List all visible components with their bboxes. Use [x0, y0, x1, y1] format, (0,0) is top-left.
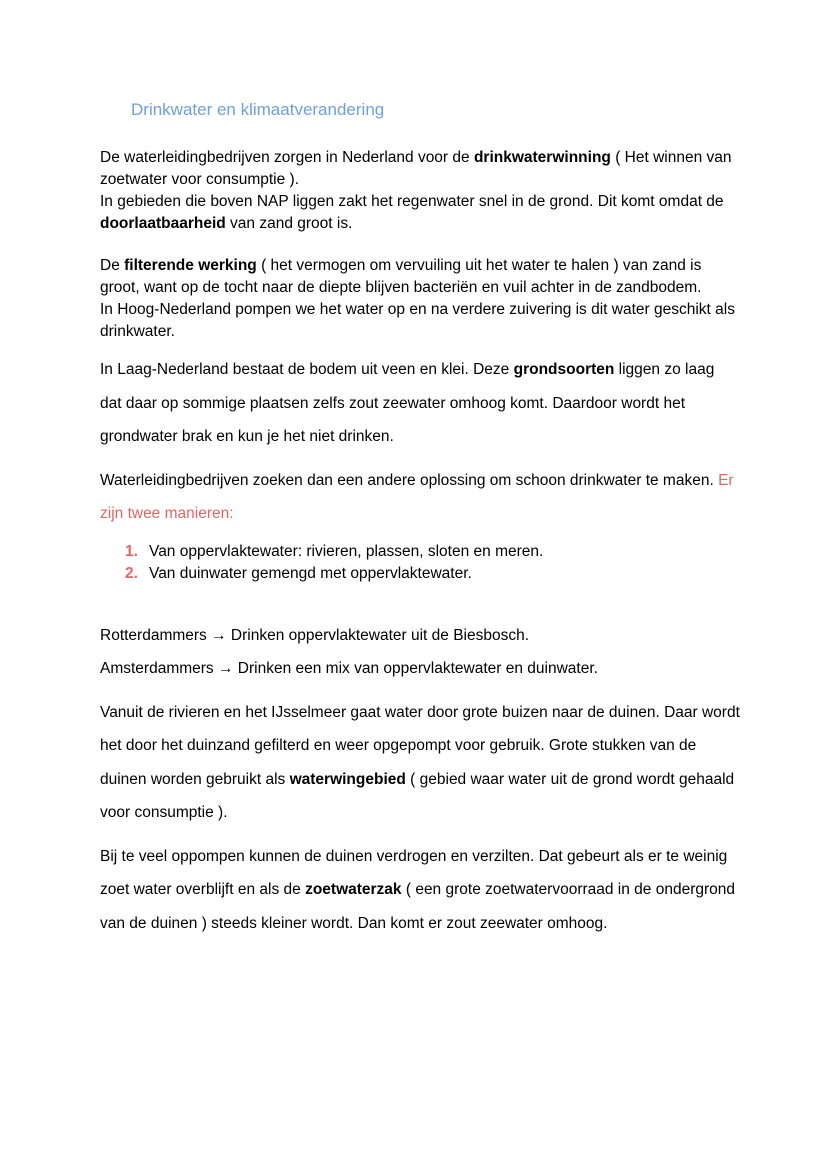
text-run: ( gebied waar water uit de grond wordt gehaald voor consumptie ).: [100, 770, 735, 821]
paragraph-drinkwaterwinning: [100, 147, 740, 191]
term-doorlaatbaarheid: doorlaatbaarheid: [100, 215, 226, 232]
list-item-text: Van duinwater gemengd met oppervlaktewater.: [149, 564, 472, 582]
term-drinkwaterwinning: drinkwaterwinning: [473, 149, 611, 166]
list-item-text: Van oppervlaktewater: rivieren, plassen, sloten en meren.: [149, 542, 544, 560]
list-item: [100, 563, 740, 585]
paragraph-filterende-werking: [100, 255, 740, 299]
text-run: Bij te veel oppompen kunnen de duinen verdrogen en verzilten. Dat gebeurt als er te weinig zoet water overblijft en als de: [100, 847, 728, 898]
text-run: ( het vermogen om vervuiling uit het water te halen ) van zand is groot, want op de tocht naar de diepte blijven bacteriën en vuil achter in de zandbodem.: [100, 257, 702, 296]
paragraph-hoog-nederland: In Hoog-Nederland pompen we het water op en na verdere zuivering is dit water geschikt als drinkwater.: [100, 301, 735, 340]
term-grondsoorten: grondsoorten: [513, 361, 615, 378]
text-run: liggen zo laag dat daar op sommige plaatsen zelfs zout zeewater omhoog komt. Daardoor wordt het grondwater brak en kun je het niet drinken.: [100, 361, 715, 445]
document-body: [100, 147, 740, 940]
highlight-twee-manieren: Er zijn twee manieren:: [100, 471, 734, 522]
term-zoetwaterzak: zoetwaterzak: [305, 881, 402, 898]
term-waterwingebied: waterwingebied: [289, 770, 406, 788]
paragraph-amsterdammers: Amsterdammers → Drinken een mix van oppervlaktewater en duinwater.: [100, 660, 598, 677]
text-run: Waterleidingbedrijven zoeken dan een andere oplossing om schoon drinkwater te maken.: [100, 471, 719, 489]
term-filterende-werking: filterende werking: [124, 257, 257, 274]
ordered-list-manieren: [100, 541, 740, 585]
paragraph-laag-nederland: [100, 353, 740, 454]
list-number: 1.: [125, 542, 138, 560]
text-run: In Laag-Nederland bestaat de bodem uit veen en klei. Deze: [100, 361, 514, 378]
paragraph-rotterdammers: Rotterdammers → Drinken oppervlaktewater uit de Biesbosch.: [100, 626, 530, 644]
document-title: Drinkwater en klimaatverandering: [131, 100, 385, 119]
text-run: De waterleidingbedrijven zorgen in Nederland voor de: [100, 149, 474, 166]
paragraph-waterwingebied: [100, 696, 740, 830]
text-run: In gebieden die boven NAP liggen zakt het regenwater snel in de grond. Dit komt omdat de: [100, 193, 724, 210]
text-run: ( Het winnen van zoetwater voor consumptie ).: [100, 149, 732, 188]
list-item: [100, 541, 740, 563]
paragraph-doorlaatbaarheid: [100, 191, 740, 235]
paragraph-zoetwaterzak: [100, 840, 740, 941]
text-run: De: [100, 257, 125, 274]
paragraph-oplossing: [100, 464, 740, 531]
text-run: van zand groot is.: [225, 215, 353, 232]
text-run: Vanuit de rivieren en het IJsselmeer gaat water door grote buizen naar de duinen. Daar wordt het door het duinzand gefilterd en weer opgepompt voor gebruik. Grote stukken van de duinen worden gebruikt als: [100, 703, 740, 788]
list-number: 2.: [125, 564, 138, 582]
text-run: ( een grote zoetwatervoorraad in de ondergrond van de duinen ) steeds kleiner wordt. Dan komt er zout zeewater omhoog.: [100, 881, 736, 932]
